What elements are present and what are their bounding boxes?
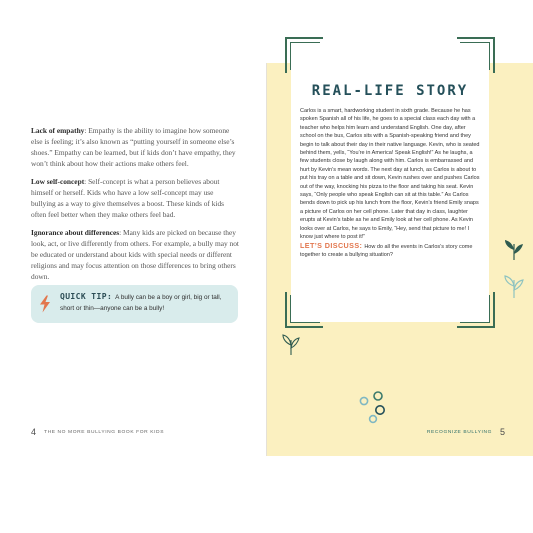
frame-corner-bottom-right-h (457, 326, 495, 328)
frame-corner-top-left-h (285, 37, 323, 39)
quick-tip-label: QUICK TIP: (60, 292, 113, 301)
story-text (300, 107, 480, 259)
frame-corner-bottom-left-inner-h (290, 322, 320, 323)
page-number-left: 4 (31, 427, 37, 437)
paragraph-lack-of-empathy (31, 126, 239, 170)
right-page-footer (427, 427, 505, 437)
frame-corner-bottom-right-inner-v (489, 295, 490, 323)
left-page-footer (31, 427, 164, 437)
frame-corner-top-left-v (285, 37, 287, 73)
story-card (291, 43, 489, 322)
frame-corner-bottom-left-v (285, 292, 287, 328)
definition-ignorance-about-differences: : Many kids are picked on because they look, act, or live differently from others. For example, a bully may not be educated or understand about kids with special needs or different religions and may focus attention on those differences to bring others down. (31, 228, 239, 281)
term-low-self-concept: Low self-concept (31, 177, 85, 187)
discussion-question: How do all the events in Carlos’s story come together to create a bullying situation? (300, 243, 473, 258)
decorative-circles-icon (353, 388, 389, 428)
small-sprout-doodle-icon (281, 330, 301, 356)
running-title-left: THE NO MORE BULLYING BOOK FOR KIDS (44, 429, 165, 435)
discussion-label: LET’S DISCUSS: (300, 240, 363, 250)
frame-corner-bottom-left-h (285, 326, 323, 328)
frame-corner-top-left-inner-v (290, 42, 291, 70)
quick-tip-text (60, 291, 232, 314)
term-ignorance-about-differences: Ignorance about differences (31, 228, 120, 238)
page-number-right: 5 (499, 427, 505, 437)
definition-low-self-concept: : Self-concept is what a person believes about himself or herself. Kids who have a low self-concept may use bullying as a way to give themselves a boost. These kinds of kids often feel better when they make others feel bad. (31, 177, 225, 219)
discussion-prompt (300, 242, 480, 260)
frame-corner-top-left-inner-h (290, 42, 320, 43)
frame-corner-bottom-left-inner-v (290, 295, 291, 323)
left-body-text (31, 126, 239, 290)
running-title-right: RECOGNIZE BULLYING (426, 429, 492, 435)
quick-tip-body: A bully can be a boy or girl, big or tall, short or thin—anyone can be a bully! (60, 294, 222, 312)
definition-lack-of-empathy: : Empathy is the ability to imagine how someone else is feeling; it’s also known as “putting yourself in someone else’s shoes.” Empathy can be learned, but if kids don’t have empathy, they won’t think about how their actions make others feel. (31, 126, 236, 168)
frame-corner-bottom-right-inner-h (460, 322, 490, 323)
sprout-doodle-icon (502, 238, 526, 300)
left-page (0, 63, 266, 456)
paragraph-ignorance-about-differences (31, 228, 239, 283)
frame-corner-bottom-right-v (493, 292, 495, 328)
lightning-bolt-icon (38, 295, 52, 313)
frame-corner-top-right-h (457, 37, 495, 39)
frame-corner-top-right-inner-v (489, 42, 490, 70)
story-body: Carlos is a smart, hardworking student in sixth grade. Because he has spoken Spanish all of his life, he goes to a special class each day with a teacher who helps him learn and understand English. One day, after school on the bus, Carlos sits with a Spanish-speaking friend and they begin to talk about their day in their native language. Kevin, who is seated behind them, yells, “You’re in America! Speak English!” As he laughs, a few students close by laugh along with him. Carlos is embarrassed and hurt by Kevin’s mean words. The next day at lunch, as Carlos is about to put his tray on a table and sit down, Kevin rushes over and pushes Carlos out of the way, knocking his pizza to the floor and taking his seat. Kevin says, “Only people who speak English can sit at this table.” As Carlos bends down to pick up his lunch from the floor, Kevin’s friend Emily snaps a picture of Carlos on her cell phone. Later that day in class, laughter erupts at Kevin’s table as he and Emily look at her cell phone. As Kevin looks over at Carlos, he says to Emily, “Hey, send that picture to me! I know just where to post it!” (300, 108, 480, 241)
term-lack-of-empathy: Lack of empathy (31, 126, 85, 135)
quick-tip-box (31, 285, 238, 323)
frame-corner-top-right-inner-h (460, 42, 490, 43)
paragraph-low-self-concept (31, 177, 239, 221)
story-title: REAL-LIFE STORY (311, 83, 469, 99)
frame-corner-top-right-v (493, 37, 495, 73)
